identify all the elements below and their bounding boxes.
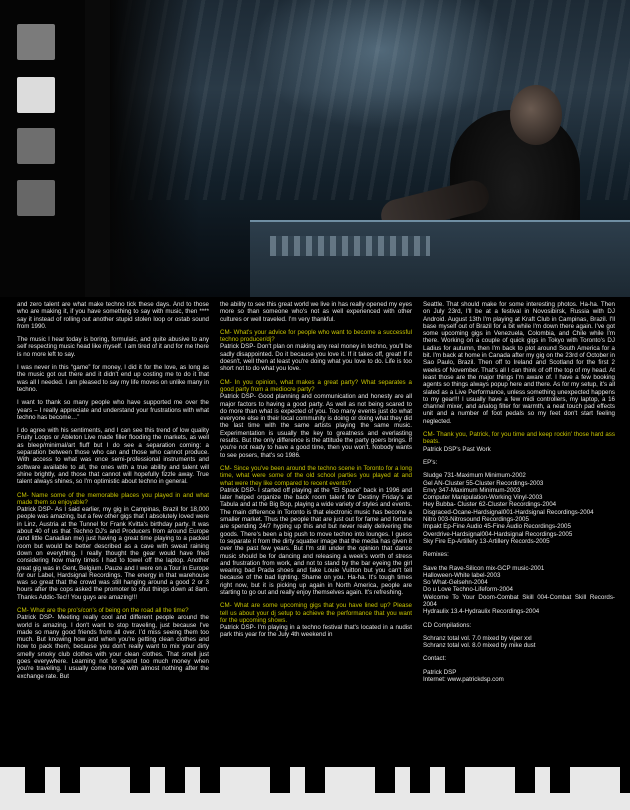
list-item: Welcome To Your Doom-Combat Skill 004-Combat Skill Records-2004 xyxy=(423,593,615,608)
list-item: Internet: www.patrickdsp.com xyxy=(423,676,504,684)
paragraph: The music I hear today is boring, formulaic, and quite abusive to any self respecting music head like myself. I am tired of it and for me there is no more left to say. xyxy=(17,336,209,358)
decorative-side-strip xyxy=(0,0,85,297)
paragraph: Seattle. That should make for some interesting photos. Ha-ha. Then on July 23rd, I'll be at a festival in Novosibirsk, Russia with DJ Android. August 13th I'm playing at Kraft Club in Campinas, Brazil. I'll base myself out of Brazil for a bit while I'm down there again. I've got some upcoming gigs in Venezuela, Colombia, and Chile while I'm there. Working on a couple of quick gigs in Tokyo with Toronto's DJ Ladius for autumn, then I'm back to plot around South America for a bit. I'm back at home in Canada after my gig on the 23rd of October in Sao Paulo, Brazil. Then off to Ireland and Scotland for the first 2 weeks of November. That's all I can think of off the top of my head. At least those are the major things I'm aware of. I have a few booking agents so things always popup here and there. As for my setup, it's all slated as a Live Performance, unless something unexpected happens to my gear!!! I usually have a few midi controllers, my laptop, a 16 channel mixer, and analog filter for warmth, a neat touch pad effects unit and a number of foot pedals so my feet don't start feeling neglected. xyxy=(423,301,615,425)
decorative-square xyxy=(17,77,55,113)
piano-black-key xyxy=(25,767,45,793)
piano-black-key xyxy=(130,767,150,793)
interview-question: CM- Since you've been around the techno scene in Toronto for a long time, what were some of the old school parties you played at and what were they like compared to recent events? xyxy=(220,464,412,487)
paragraph: I want to thank so many people who have supported me over the years – I really appreciate and understand your frustrations with what techno has become…” xyxy=(17,399,209,421)
list-item: Hydraulix 13.4-Hydraulix Recordings-2004 xyxy=(423,608,540,616)
paragraph: Patrick DSP- I started off playing at the “El Space” back in 1996 and later helped organize the back room talent for Destiny Friday's at Tabula and at the Big Bop, playing a wide variety of styles and events. The main difference in Toronto is that electronic music has become a smaller market. Thus the people that are just out for fame and fortune are spending 24/7 hyping up this and but never really delivering the goods. There's been a big push to move techno into lounges. I guess to separate it from the dirty squatter image that the media has given it over the past few years. But I'm still under the opinion that dance music should be for dancing and releasing a week's worth of stress and frustration from work, and not to stand by the bar eyeing the girl wearing bad Prada shoes and fake Louie Vuitton but you can't tell because of the bad lighting. Shame on you. Ha-ha. It's tough times right now, but it is picking up again in North America, people are starting to go out and really enjoy themselves again. It's refreshing. xyxy=(220,486,412,596)
discography-list xyxy=(423,669,615,684)
interview-question: CM- In you opinion, what makes a great party? What separates a good party from a mediocre party? xyxy=(220,378,412,393)
discography-list xyxy=(423,565,615,616)
decorative-square xyxy=(17,128,55,164)
list-item: Gel AN-Cluster 55-Cluster Recordings-2003 xyxy=(423,479,544,487)
dj-photo xyxy=(110,0,630,297)
interview-question: CM- Name some of the memorable places you played in and what made them so enjoyable? xyxy=(17,491,209,506)
interview-question: CM- Thank you, Patrick, for you time and keep rockin' those hard ass beats. xyxy=(423,431,615,446)
paragraph: I do agree with his sentiments, and I can see this trend of low quality Fruity Loops or Ableton Live made filler flooding the markets, as well as bleep/minimal/art fluff but I do see a separation coming: a separation between those who can and those who cannot produce. With access to what was once semi-professional instruments and software available to all, the ones with a true ability and talent will shine brightly, and those that cannot will hopefully fizzle away. True talent always shines, so I'm optimistic about techno in general. xyxy=(17,427,209,486)
piano-black-key xyxy=(165,767,185,793)
list-item: Nitro 003-Nitrosound Recordings-2005 xyxy=(423,516,529,524)
paragraph: and zero talent are what make techno tick these days. And to those who are making it, if you have something to say with music, then **** say it instead of rolling out another stupid stolen loop or ostab sound from 1990. xyxy=(17,301,209,330)
list-item: Save the Rave-Silicon mix-GCP music-2001 xyxy=(423,564,545,572)
interview-question: CM- What are some upcoming gigs that you have lined up? Please tell us about your dj setup to achieve the performance that you want for the upcoming shows. xyxy=(220,602,412,624)
list-item: Schranz total vol. 7.0 mixed by viper xxl xyxy=(423,634,532,642)
decorative-square xyxy=(17,180,55,216)
paragraph: Patrick DSP- As I said earlier, my gig in Campinas, Brazil for 18,000 people was amazing, but a few other gigs that I absolutely loved were in Linz, Austria at the Tunnel for Frank Kvitta's birthday party. It was about 40 of us that Techno DJ's and Producers from around Europe (and little Canadian me) just having a great time playing to a packed room but would be better described as a cave with sweat raining down on everything. I really thought the gear would have fried considering how many times I had to towel off the laptop. Another great gig was in Gent, Belgium. Pauze and I were on a Tour in Europe for our Label, Hardsignal Recordings. The energy in that warehouse was so great that the crowd was still hanging around a good 2 or 3 hours after the cops asked the promoter to shut things down at 8am. Thanks Addic-Tec!! You guys are amazing!!! xyxy=(17,506,209,601)
discography-list xyxy=(423,472,615,545)
list-item: Overdrive-Hardsignal004-Hardsignal Recordings-2005 xyxy=(423,530,573,538)
section-heading: Remixes: xyxy=(423,551,449,559)
section-heading: CD Compilations: xyxy=(423,621,472,629)
piano-black-key xyxy=(60,767,80,793)
article-column-1 xyxy=(17,301,209,686)
piano-black-key xyxy=(445,767,465,793)
list-item: Patrick DSP xyxy=(423,668,457,676)
piano-black-key xyxy=(620,767,630,793)
list-item: Sky Fire Ep-Artillery 13-Artillery Records-2005 xyxy=(423,537,550,545)
section-heading: Patrick DSP's Past Work xyxy=(423,445,491,453)
list-item: So What-Gelsehn-2004 xyxy=(423,579,488,587)
paragraph: Patrick DSP- Good planning and communication and honesty are all major factors to having a good party. As well as not being scared to do more than what is expected of you. Too many events just do what everyone else in their local community is doing or doing what they did the last time with the same artists playing the same music. Experimentation is usually the key to greatness and everlasting results. But the only difference is the attitude the party goers brings. If you're not ready to have a good time, then you won't. Nobody wants to see posers, that's so 1986. xyxy=(220,393,412,459)
list-item: Hey Bubba- Cluster 62-Cluster Recordings-2004 xyxy=(423,501,557,509)
list-item: Envy 347-Maximum Minimum-2003 xyxy=(423,486,521,494)
piano-black-key xyxy=(375,767,395,793)
interview-article xyxy=(0,297,630,767)
piano-black-key xyxy=(200,767,220,793)
discography-list xyxy=(423,635,615,650)
decorative-square xyxy=(17,24,55,60)
list-item: Disgraced-Ocane-Hardsignal001-Hardsignal Recordings-2004 xyxy=(423,508,594,516)
header-banner xyxy=(0,0,630,297)
list-item: Do u Love Techno-Lifeform-2004 xyxy=(423,586,514,594)
piano-black-key xyxy=(410,767,430,793)
list-item: Halloween-White label-2003 xyxy=(423,571,501,579)
list-item: Impakt Ep-Fine Audio 45-Fine Audio Recordings-2005 xyxy=(423,523,571,531)
paragraph: I was never in this “game” for money, I did it for the love, as long as the music got out there and it didn't end up costing me to do it that was all I needed. I am pleased to say my life moves on unlike many in techno. xyxy=(17,364,209,393)
article-column-2 xyxy=(220,301,412,645)
section-heading: EP's: xyxy=(423,458,438,466)
piano-keys-footer xyxy=(0,767,630,810)
paragraph: the ability to see this great world we live in has really opened my eyes more so than someone who's not as well experienced with other cultures or well traveled. I'm very thankful. xyxy=(220,301,412,323)
dj-equipment xyxy=(250,220,630,297)
section-heading: Contact: xyxy=(423,655,447,663)
list-item: Computer Manipulation-Working Vinyl-2003 xyxy=(423,494,543,502)
interview-question: CM- What's your advice for people who want to become a successful techno producer/dj? xyxy=(220,328,412,344)
piano-black-key xyxy=(305,767,325,793)
piano-black-key xyxy=(550,767,570,793)
list-item: Schranz total vol. 8.0 mixed by mike dust xyxy=(423,642,536,650)
paragraph: Patrick DSP- I'm playing in a techno festival that's located in a nudist park this year for the July 4th weekend in xyxy=(220,624,412,639)
interview-question: CM- What are the pro's/con's of being on the road all the time? xyxy=(17,606,189,614)
paragraph: Patrick DSP- Don't plan on making any real money in techno, you'll be sadly disappointed. Do it because you love it. If it takes off, great! If it doesn't, well then at least you're doing what you love to do. Life is too short not to do what you love. xyxy=(220,343,412,373)
piano-black-key xyxy=(515,767,535,793)
piano-black-key xyxy=(270,767,290,793)
article-column-3 xyxy=(423,301,615,689)
paragraph: Patrick DSP- Meeting really cool and different people around the world is amazing. I don't want to stop traveling, just because I've made so many good friends from all over. I’d miss seeing them too much. But knowing how and when you're getting clean clothes and how to pack them, because you don't really want to mix your dirty smelly smoky club clothes with your clean clothes. That smell just goes everywhere. Learning not to spend too much money when you're traveling. I usually come home with almost nothing after the exchange rate. But xyxy=(17,614,209,680)
list-item: Sludge 731-Maximum Minimum-2002 xyxy=(423,472,526,480)
